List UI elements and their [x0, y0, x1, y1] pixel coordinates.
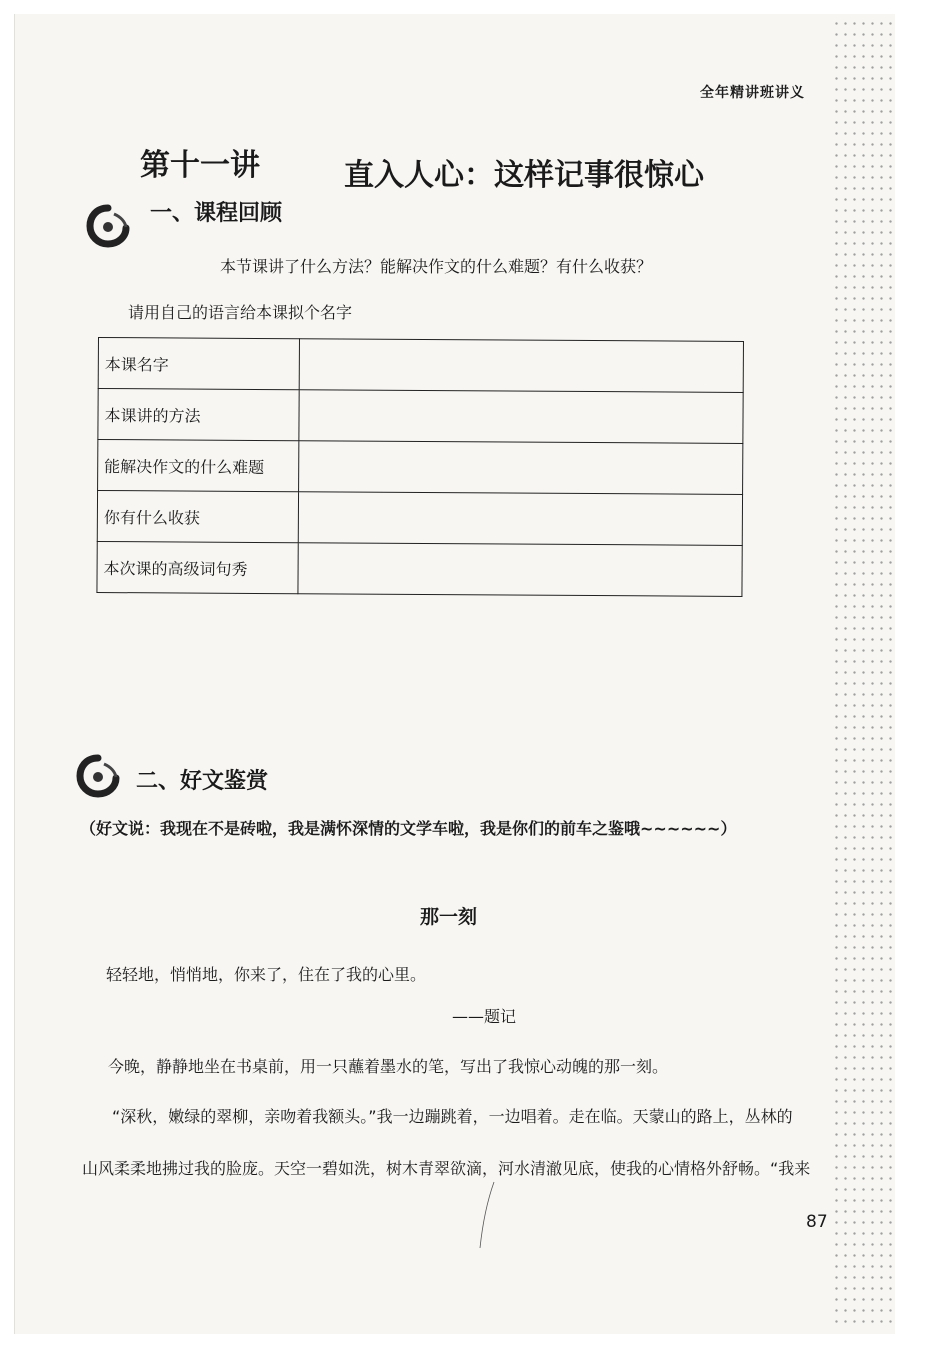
essay-line: 今晚，静静地坐在书桌前，用一只蘸着墨水的笔，写出了我惊心动魄的那一刻。	[108, 1057, 669, 1076]
page-sheet	[14, 14, 895, 1334]
table-row	[98, 338, 743, 393]
row-answer-cell[interactable]	[299, 390, 743, 444]
row-label: 本次课的高级词句秀	[97, 541, 298, 593]
brush-circle-icon	[86, 204, 130, 248]
section-heading-review: 一、课程回顾	[150, 201, 283, 226]
review-question: 本节课讲了什么方法？能解决作文的什么难题？有什么收获？	[220, 257, 653, 276]
table-row	[98, 389, 743, 444]
row-label: 你有什么收获	[97, 491, 298, 543]
page-number: 87	[806, 1212, 828, 1232]
appreciation-note: （好文说：我现在不是砖啦，我是满怀深情的文学车啦，我是你们的前车之鉴哦~~~~~~）	[80, 819, 737, 838]
row-answer-cell[interactable]	[299, 441, 743, 495]
essay-line: “深秋，嫩绿的翠柳，亲吻着我额头。”我一边蹦跳着，一边唱着。走在临。天蒙山的路上，丛林的	[112, 1107, 793, 1126]
row-label: 本课讲的方法	[98, 389, 299, 441]
essay-epigraph: 轻轻地，悄悄地，你来了，住在了我的心里。	[106, 965, 427, 984]
table-row	[97, 541, 742, 596]
header-tag: 全年精讲班讲义	[700, 85, 805, 101]
table-row	[97, 491, 742, 546]
essay-line: 山风柔柔地拂过我的脸庞。天空一碧如洗，树木青翠欲滴，河水清澈见底，使我的心情格外舒畅。“我来	[82, 1159, 811, 1178]
essay-title: 那一刻	[420, 906, 478, 928]
lecture-number: 第十一讲	[140, 148, 260, 183]
table-row	[98, 440, 743, 495]
row-label: 能解决作文的什么难题	[98, 440, 299, 492]
lecture-title: 直入人心：这样记事很惊心	[344, 158, 704, 193]
essay-epigraph-source: ——题记	[452, 1007, 517, 1026]
section-heading-appreciation: 二、好文鉴赏	[136, 769, 269, 794]
row-answer-cell[interactable]	[299, 339, 743, 393]
row-answer-cell[interactable]	[298, 492, 742, 546]
row-answer-cell[interactable]	[298, 543, 742, 597]
brush-circle-icon	[76, 754, 120, 798]
pen-mark	[478, 1180, 498, 1250]
row-label: 本课名字	[98, 338, 299, 390]
dotted-margin	[832, 18, 892, 1328]
review-instruction: 请用自己的语言给本课拟个名字	[128, 303, 353, 322]
review-table	[96, 337, 744, 597]
